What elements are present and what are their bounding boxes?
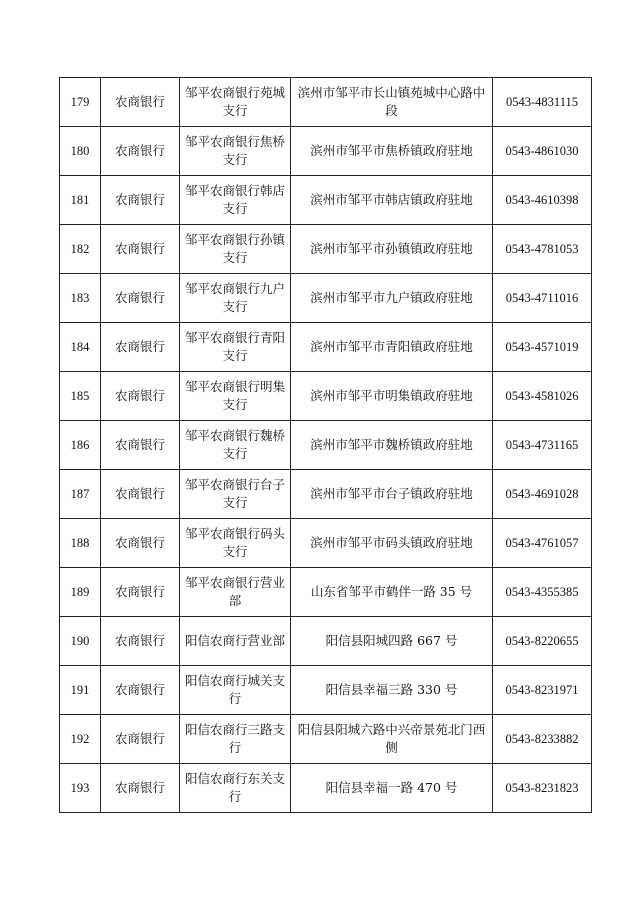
- table-row: [60, 225, 592, 274]
- branch-name-cell: 邹平农商银行魏桥支行: [180, 421, 291, 470]
- phone-cell: 0543-4831115: [493, 78, 592, 127]
- row-number-cell: 189: [60, 568, 101, 617]
- bank-name-cell: 农商银行: [101, 176, 180, 225]
- address-cell: 滨州市邹平市明集镇政府驻地: [291, 372, 493, 421]
- address-cell: 阳信县阳城四路 667 号: [291, 617, 493, 666]
- row-number-cell: 187: [60, 470, 101, 519]
- table-row: [60, 617, 592, 666]
- address-cell: 滨州市邹平市九户镇政府驻地: [291, 274, 493, 323]
- branch-name-cell: 邹平农商银行焦桥支行: [180, 127, 291, 176]
- branch-name-cell: 邹平农商银行明集支行: [180, 372, 291, 421]
- bank-name-cell: 农商银行: [101, 323, 180, 372]
- row-number-cell: 188: [60, 519, 101, 568]
- phone-cell: 0543-4711016: [493, 274, 592, 323]
- row-number-cell: 186: [60, 421, 101, 470]
- branch-name-cell: 邹平农商银行台子支行: [180, 470, 291, 519]
- branch-name-cell: 阳信农商行三路支行: [180, 715, 291, 764]
- bank-name-cell: 农商银行: [101, 127, 180, 176]
- row-number-cell: 185: [60, 372, 101, 421]
- table-row: [60, 78, 592, 127]
- row-number-cell: 184: [60, 323, 101, 372]
- branch-name-cell: 邹平农商银行青阳支行: [180, 323, 291, 372]
- address-cell: 滨州市邹平市孙镇镇政府驻地: [291, 225, 493, 274]
- row-number-cell: 190: [60, 617, 101, 666]
- phone-cell: 0543-4861030: [493, 127, 592, 176]
- table-row: [60, 176, 592, 225]
- bank-name-cell: 农商银行: [101, 666, 180, 715]
- phone-cell: 0543-4355385: [493, 568, 592, 617]
- branch-name-cell: 邹平农商银行营业部: [180, 568, 291, 617]
- document-page: [59, 77, 591, 813]
- table-row: [60, 666, 592, 715]
- branch-name-cell: 邹平农商银行苑城支行: [180, 78, 291, 127]
- address-cell: 滨州市邹平市魏桥镇政府驻地: [291, 421, 493, 470]
- branch-name-cell: 阳信农商行营业部: [180, 617, 291, 666]
- bank-name-cell: 农商银行: [101, 78, 180, 127]
- branch-name-cell: 阳信农商行东关支行: [180, 764, 291, 813]
- phone-cell: 0543-8233882: [493, 715, 592, 764]
- bank-name-cell: 农商银行: [101, 519, 180, 568]
- phone-cell: 0543-4781053: [493, 225, 592, 274]
- row-number-cell: 180: [60, 127, 101, 176]
- row-number-cell: 181: [60, 176, 101, 225]
- address-cell: 滨州市邹平市焦桥镇政府驻地: [291, 127, 493, 176]
- address-cell: 滨州市邹平市长山镇苑城中心路中段: [291, 78, 493, 127]
- row-number-cell: 192: [60, 715, 101, 764]
- bank-name-cell: 农商银行: [101, 274, 180, 323]
- address-cell: 滨州市邹平市码头镇政府驻地: [291, 519, 493, 568]
- bank-name-cell: 农商银行: [101, 617, 180, 666]
- table-row: [60, 421, 592, 470]
- address-cell: 阳信县阳城六路中兴帝景苑北门西侧: [291, 715, 493, 764]
- address-cell: 滨州市邹平市韩店镇政府驻地: [291, 176, 493, 225]
- branch-name-cell: 邹平农商银行九户支行: [180, 274, 291, 323]
- bank-name-cell: 农商银行: [101, 421, 180, 470]
- table-row: [60, 715, 592, 764]
- address-cell: 山东省邹平市鹤伴一路 35 号: [291, 568, 493, 617]
- table-row: [60, 519, 592, 568]
- branch-name-cell: 邹平农商银行码头支行: [180, 519, 291, 568]
- table-row: [60, 470, 592, 519]
- address-cell: 阳信县幸福一路 470 号: [291, 764, 493, 813]
- phone-cell: 0543-4581026: [493, 372, 592, 421]
- phone-cell: 0543-8231823: [493, 764, 592, 813]
- address-cell: 滨州市邹平市青阳镇政府驻地: [291, 323, 493, 372]
- address-cell: 阳信县幸福三路 330 号: [291, 666, 493, 715]
- bank-name-cell: 农商银行: [101, 568, 180, 617]
- bank-name-cell: 农商银行: [101, 372, 180, 421]
- row-number-cell: 191: [60, 666, 101, 715]
- row-number-cell: 179: [60, 78, 101, 127]
- table-row: [60, 372, 592, 421]
- bank-name-cell: 农商银行: [101, 715, 180, 764]
- bank-name-cell: 农商银行: [101, 764, 180, 813]
- branch-table: [59, 77, 592, 813]
- table-row: [60, 323, 592, 372]
- row-number-cell: 193: [60, 764, 101, 813]
- table-row: [60, 568, 592, 617]
- phone-cell: 0543-8231971: [493, 666, 592, 715]
- branch-name-cell: 邹平农商银行韩店支行: [180, 176, 291, 225]
- phone-cell: 0543-4610398: [493, 176, 592, 225]
- bank-name-cell: 农商银行: [101, 225, 180, 274]
- phone-cell: 0543-4691028: [493, 470, 592, 519]
- phone-cell: 0543-8220655: [493, 617, 592, 666]
- bank-name-cell: 农商银行: [101, 470, 180, 519]
- phone-cell: 0543-4761057: [493, 519, 592, 568]
- phone-cell: 0543-4571019: [493, 323, 592, 372]
- address-cell: 滨州市邹平市台子镇政府驻地: [291, 470, 493, 519]
- row-number-cell: 182: [60, 225, 101, 274]
- branch-name-cell: 邹平农商银行孙镇支行: [180, 225, 291, 274]
- branch-name-cell: 阳信农商行城关支行: [180, 666, 291, 715]
- table-row: [60, 764, 592, 813]
- table-body: [60, 78, 592, 813]
- table-row: [60, 274, 592, 323]
- table-row: [60, 127, 592, 176]
- row-number-cell: 183: [60, 274, 101, 323]
- phone-cell: 0543-4731165: [493, 421, 592, 470]
